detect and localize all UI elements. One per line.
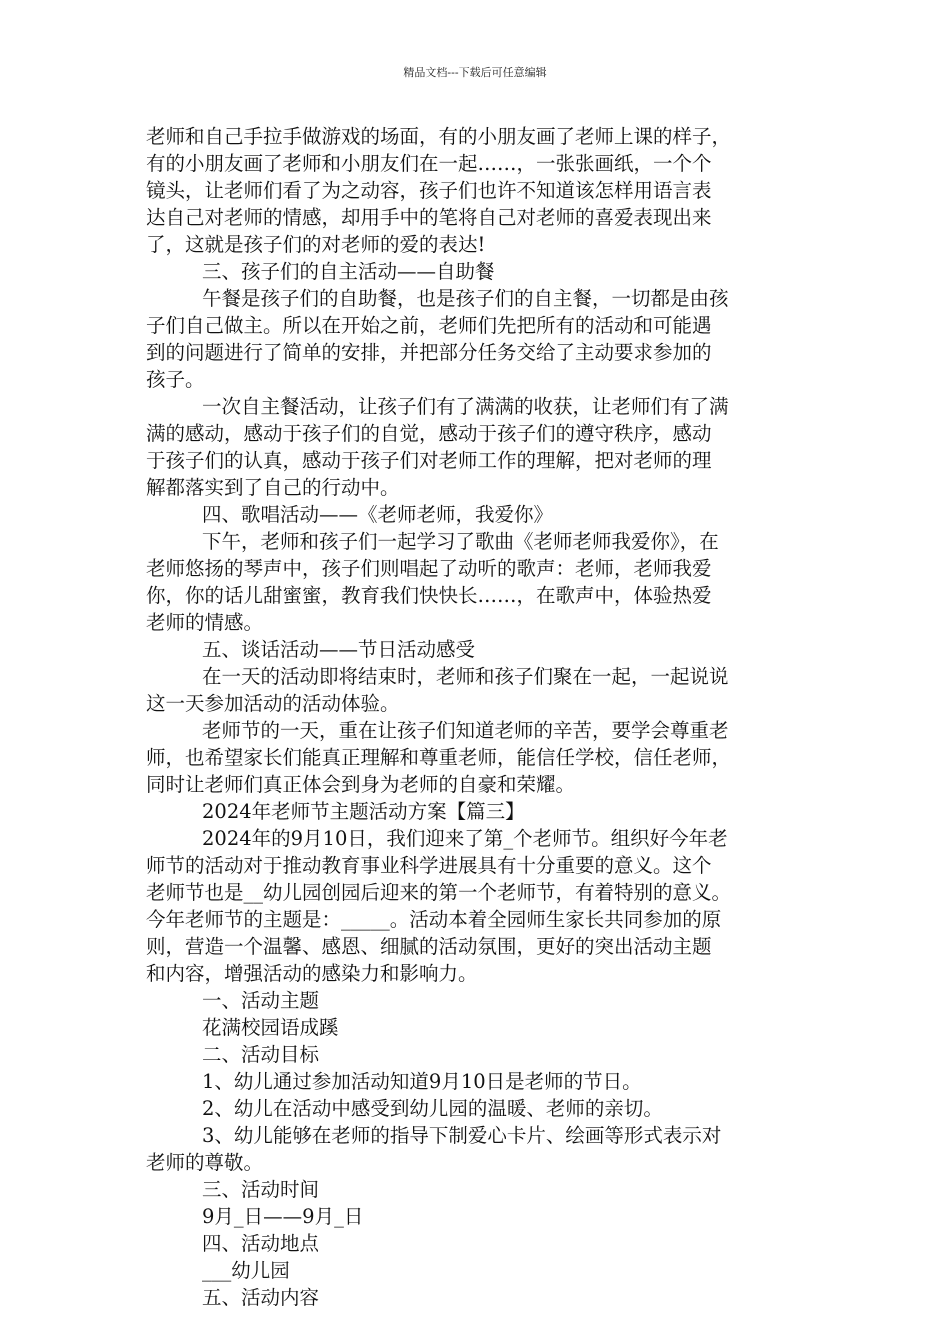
text-line: 老师的情感。 (146, 611, 264, 634)
text-line: 老师和自己手拉手做游戏的场面，有的小朋友画了老师上课的样子， (146, 125, 732, 148)
text-line: 三、孩子们的自主活动——自助餐 (202, 260, 495, 283)
text-line: 老师节也是__幼儿园创园后迎来的第一个老师节，有着特别的意义。 (146, 881, 732, 904)
text-line: 下午，老师和孩子们一起学习了歌曲《老师老师我爱你》，在 (202, 530, 719, 553)
text-line: 五、活动内容 (202, 1286, 320, 1309)
text-line: 三、活动时间 (202, 1178, 320, 1201)
text-line: 同时让老师们真正体会到身为老师的自豪和荣耀。 (146, 773, 576, 796)
text-line: 你，你的话儿甜蜜蜜，教育我们快快长……，在歌声中，体验热爱 (146, 584, 712, 607)
text-line: 今年老师节的主题是：_____。活动本着全园师生家长共同参加的原 (146, 908, 722, 931)
text-line: 于孩子们的认真，感动于孩子们对老师工作的理解，把对老师的理 (146, 449, 712, 472)
text-line: 满的感动，感动于孩子们的自觉，感动于孩子们的遵守秩序，感动 (146, 422, 712, 445)
text-line: 子们自己做主。所以在开始之前，老师们先把所有的活动和可能遇 (146, 314, 712, 337)
text-line: 在一天的活动即将结束时，老师和孩子们聚在一起，一起说说 (202, 665, 729, 688)
text-line: 午餐是孩子们的自助餐，也是孩子们的自主餐，一切都是由孩 (202, 287, 729, 310)
text-line: 师，也希望家长们能真正理解和尊重老师，能信任学校，信任老师， (146, 746, 732, 769)
text-line: 2024年老师节主题活动方案【篇三】 (202, 800, 525, 823)
text-line: 3、幼儿能够在老师的指导下制爱心卡片、绘画等形式表示对 (202, 1124, 722, 1147)
text-line: 老师节的一天，重在让孩子们知道老师的辛苦，要学会尊重老 (202, 719, 729, 742)
text-line: 有的小朋友画了老师和小朋友们在一起……，一张张画纸，一个个 (146, 152, 712, 175)
text-line: 2024年的9月10日，我们迎来了第_个老师节。组织好今年老 (202, 827, 728, 850)
text-line: 了，这就是孩子们的对老师的爱的表达! (146, 233, 486, 256)
text-line: 师节的活动对于推动教育事业科学进展具有十分重要的意义。这个 (146, 854, 712, 877)
document-body (146, 123, 814, 1311)
text-line: 二、活动目标 (202, 1043, 320, 1066)
text-line: 五、谈话活动——节日活动感受 (202, 638, 476, 661)
text-line: 老师的尊敬。 (146, 1151, 264, 1174)
text-line: 花满校园语成蹊 (202, 1016, 339, 1039)
text-line: 孩子。 (146, 368, 205, 391)
text-line: 和内容，增强活动的感染力和影响力。 (146, 962, 478, 985)
text-line: 一、活动主题 (202, 989, 320, 1012)
text-line: 达自己对老师的情感，却用手中的笔将自己对老师的喜爱表现出来 (146, 206, 712, 229)
text-line: 解都落实到了自己的行动中。 (146, 476, 400, 499)
text-line: 老师悠扬的琴声中，孩子们则唱起了动听的歌声：老师，老师我爱 (146, 557, 712, 580)
text-line: 四、歌唱活动——《老师老师，我爱你》 (202, 503, 554, 526)
text-line: 到的问题进行了简单的安排，并把部分任务交给了主动要求参加的 (146, 341, 712, 364)
text-line: 则，营造一个温馨、感恩、细腻的活动氛围，更好的突出活动主题 (146, 935, 712, 958)
text-line: 四、活动地点 (202, 1232, 320, 1255)
text-line: ___幼儿园 (202, 1259, 290, 1282)
text-line: 2、幼儿在活动中感受到幼儿园的温暖、老师的亲切。 (202, 1097, 663, 1120)
text-line: 9月_日——9月_日 (202, 1205, 364, 1228)
page-header: 精品文档---下载后可任意编辑 (403, 66, 547, 79)
text-line: 一次自主餐活动，让孩子们有了满满的收获，让老师们有了满 (202, 395, 729, 418)
text-line: 镜头，让老师们看了为之动容，孩子们也许不知道该怎样用语言表 (146, 179, 712, 202)
text-line: 这一天参加活动的活动体验。 (146, 692, 400, 715)
text-line: 1、幼儿通过参加活动知道9月10日是老师的节日。 (202, 1070, 642, 1093)
